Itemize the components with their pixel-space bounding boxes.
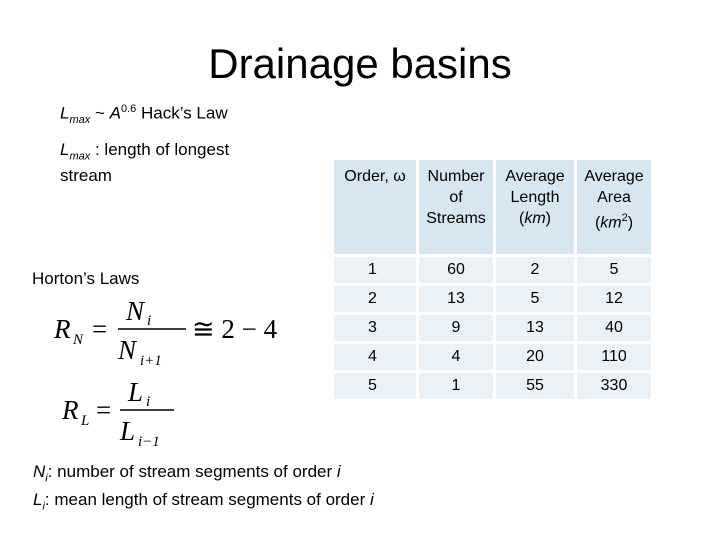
li-text: : mean length of stream segments of order bbox=[44, 490, 370, 510]
li-definition bbox=[33, 489, 374, 517]
header-length-line2: Length bbox=[510, 189, 560, 206]
header-area-unit-sup: 2 bbox=[621, 212, 628, 224]
header-area-line2: Area bbox=[597, 189, 631, 206]
header-area-unit: $(km^2)$ bbox=[594, 212, 634, 232]
horton-laws-heading: Horton’s Laws bbox=[32, 269, 140, 288]
ni-order: i bbox=[336, 462, 341, 481]
stream-order-table bbox=[331, 157, 654, 402]
ni-definition bbox=[33, 461, 374, 489]
hack-law-name: Hack’s Law bbox=[136, 103, 228, 123]
rn-lhs: R bbox=[54, 314, 71, 344]
cell-area: 110 bbox=[577, 344, 651, 370]
rl-numerator-sub: i bbox=[146, 394, 151, 410]
lmax-subscript: max bbox=[69, 114, 91, 127]
header-number-line2: of bbox=[449, 189, 463, 206]
header-average-area bbox=[577, 160, 651, 254]
lmax-variable: L bbox=[60, 103, 70, 123]
cell-area: 40 bbox=[577, 315, 651, 341]
rl-lhs: R bbox=[62, 395, 79, 425]
li-var: L bbox=[33, 490, 43, 510]
header-number-of-streams bbox=[419, 160, 493, 254]
rl-equals: = bbox=[96, 395, 112, 425]
cell-area: 330 bbox=[577, 373, 651, 399]
cell-area: 12 bbox=[577, 286, 651, 312]
li-order: i bbox=[369, 490, 374, 510]
length-ratio-formula bbox=[58, 373, 178, 448]
cell-number: 9 bbox=[419, 315, 493, 341]
cell-order: 1 bbox=[334, 257, 416, 283]
cell-order: 5 bbox=[334, 373, 416, 399]
rn-equals: = bbox=[92, 314, 108, 344]
ni-var: N bbox=[33, 462, 46, 481]
similar-relation: ~ bbox=[90, 103, 110, 123]
rn-denominator-sub: i+1 bbox=[140, 353, 162, 369]
rn-denominator: N bbox=[118, 335, 137, 365]
cell-area: 5 bbox=[577, 257, 651, 283]
cell-number: 13 bbox=[419, 286, 493, 312]
rn-rhs: ≅ 2 − 4 bbox=[192, 314, 278, 344]
header-length-unit: (km) bbox=[519, 210, 551, 227]
hack-exponent: 0.6 bbox=[120, 103, 137, 115]
cell-order: 3 bbox=[334, 315, 416, 341]
header-number-line3: Streams bbox=[426, 210, 486, 227]
cell-number: 60 bbox=[419, 257, 493, 283]
table-row bbox=[334, 315, 651, 341]
lmax-def-text: : length of longest stream bbox=[60, 140, 230, 186]
cell-order: 4 bbox=[334, 344, 416, 370]
cell-length: 13 bbox=[496, 315, 574, 341]
header-length-line1: Average bbox=[505, 168, 565, 185]
rl-denominator-sub: i−1 bbox=[138, 434, 160, 450]
table-row bbox=[334, 344, 651, 370]
cell-order: 2 bbox=[334, 286, 416, 312]
cell-length: 2 bbox=[496, 257, 574, 283]
area-variable: A bbox=[109, 103, 121, 123]
rn-lhs-sub: N bbox=[73, 332, 84, 348]
table-row bbox=[334, 286, 651, 312]
header-number-line1: Number bbox=[427, 168, 485, 185]
ni-text: : number of stream segments of order bbox=[47, 462, 337, 481]
table-row bbox=[334, 373, 651, 399]
lmax-definition bbox=[60, 140, 260, 185]
hacks-law bbox=[60, 103, 228, 126]
table-row bbox=[334, 257, 651, 283]
header-average-length bbox=[496, 160, 574, 254]
cell-length: 5 bbox=[496, 286, 574, 312]
cell-number: 1 bbox=[419, 373, 493, 399]
rn-numerator-sub: i bbox=[147, 313, 152, 329]
symbol-definitions bbox=[33, 461, 374, 518]
header-area-km: km bbox=[600, 214, 622, 232]
lmax-def-subscript: max bbox=[69, 150, 91, 163]
cell-number: 4 bbox=[419, 344, 493, 370]
slide-title: Drainage basins bbox=[208, 40, 512, 87]
header-length-km: km bbox=[524, 210, 546, 227]
lmax-def-variable: L bbox=[60, 140, 70, 159]
bifurcation-ratio-formula bbox=[50, 292, 278, 369]
cell-length: 55 bbox=[496, 373, 574, 399]
rl-lhs-sub: L bbox=[81, 413, 90, 429]
header-order: Order, ω bbox=[334, 160, 416, 254]
ni-sub: i bbox=[45, 472, 48, 485]
table-header-row bbox=[334, 160, 651, 254]
li-sub: i bbox=[42, 500, 45, 513]
rl-denominator: L bbox=[120, 416, 136, 446]
cell-length: 20 bbox=[496, 344, 574, 370]
rn-numerator: N bbox=[126, 296, 145, 326]
rl-numerator: L bbox=[128, 377, 144, 407]
header-area-line1: Average bbox=[584, 168, 644, 185]
